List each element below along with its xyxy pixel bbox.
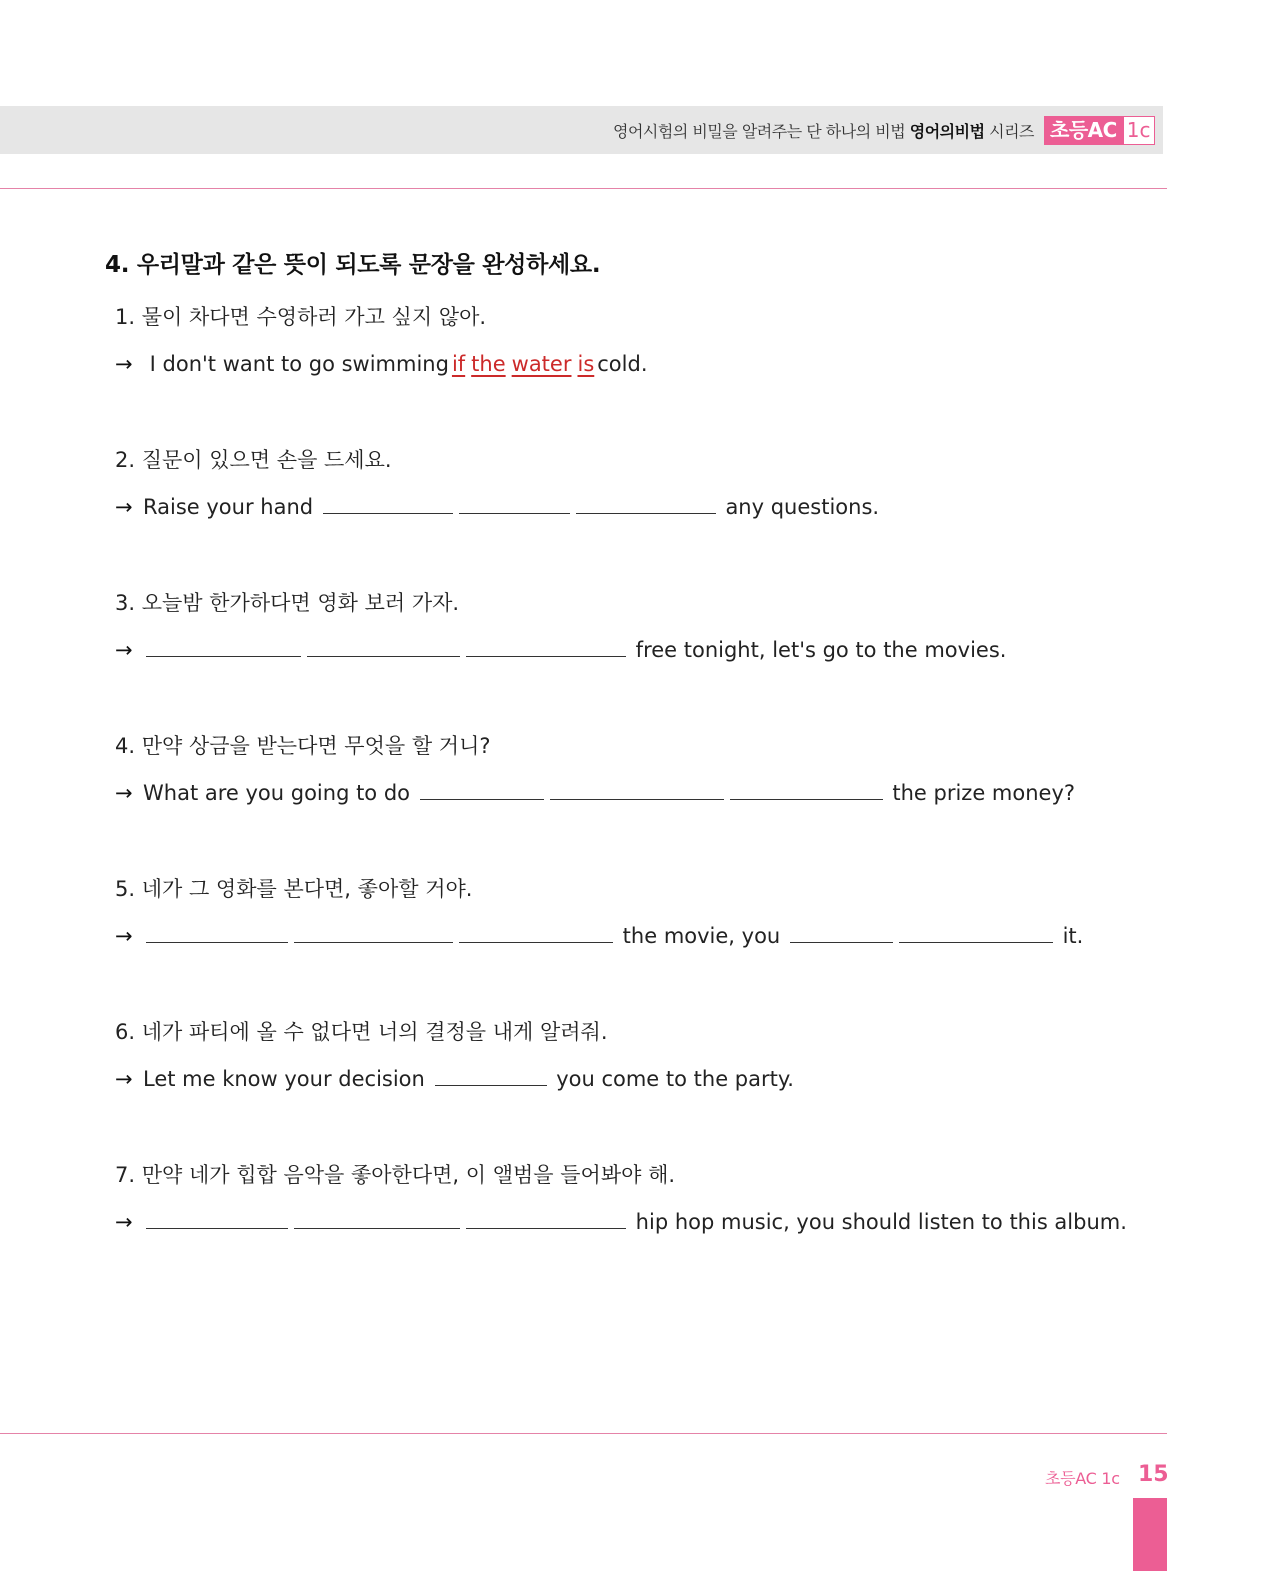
- arrow-icon: →: [115, 352, 133, 376]
- sentence-text: hip hop music, you should listen to this album.: [629, 1210, 1127, 1234]
- exercise-item: [115, 443, 1135, 586]
- english-sentence: [115, 919, 1135, 953]
- answer-blank[interactable]: [459, 920, 613, 943]
- sentence-text: any questions.: [718, 495, 880, 519]
- exercise-item: [115, 729, 1135, 872]
- page-tab: [1133, 1498, 1167, 1571]
- bottom-divider: [0, 1433, 1167, 1434]
- english-sentence: [115, 347, 1135, 381]
- top-divider: [0, 188, 1167, 189]
- answer-blank[interactable]: [550, 777, 724, 800]
- level-badge: [1044, 116, 1155, 145]
- exercise-item: [115, 872, 1135, 1015]
- exercise-item: [115, 586, 1135, 729]
- korean-prompt: 6. 네가 파티에 올 수 없다면 너의 결정을 내게 알려줘.: [115, 1020, 608, 1044]
- answer-blank[interactable]: [146, 920, 288, 943]
- answer-word: if: [451, 352, 466, 376]
- sentence-text: you come to the party.: [549, 1067, 794, 1091]
- series-tagline: [613, 119, 1034, 142]
- sentence-text: Raise your hand: [143, 495, 320, 519]
- answer-blank[interactable]: [420, 777, 544, 800]
- footer-label: 초등AC 1c: [1045, 1469, 1120, 1488]
- korean-prompt: 1. 물이 차다면 수영하러 가고 싶지 않아.: [115, 305, 487, 329]
- sentence-text: the prize money?: [885, 781, 1076, 805]
- exercise-item: [115, 1158, 1135, 1301]
- answer-blank[interactable]: [435, 1063, 547, 1086]
- arrow-icon: →: [115, 1210, 133, 1234]
- series-label: 시리즈: [989, 122, 1034, 141]
- answer-word: water: [511, 352, 572, 376]
- sentence-text: What are you going to do: [143, 781, 417, 805]
- answer-blank[interactable]: [466, 1206, 626, 1229]
- arrow-icon: →: [115, 1067, 133, 1091]
- answer-blank[interactable]: [459, 491, 570, 514]
- answer-word: the: [471, 352, 506, 376]
- sentence-text: it.: [1055, 924, 1084, 948]
- exercise-item: [115, 1015, 1135, 1158]
- tagline-text: 영어시험의 비밀을 알려주는 단 하나의 비법: [613, 122, 906, 141]
- brand-name: 영어의비법: [909, 122, 985, 141]
- arrow-icon: →: [115, 495, 133, 519]
- answer-blank[interactable]: [323, 491, 453, 514]
- answer-word: is: [577, 352, 595, 376]
- sentence-text: Let me know your decision: [143, 1067, 432, 1091]
- answer-blank[interactable]: [146, 1206, 288, 1229]
- english-sentence: [115, 1062, 1135, 1096]
- answer-blank[interactable]: [790, 920, 893, 943]
- section-title: 4. 우리말과 같은 뜻이 되도록 문장을 완성하세요.: [105, 252, 601, 278]
- answer-blank[interactable]: [899, 920, 1053, 943]
- badge-level: 1c: [1123, 116, 1155, 145]
- answer-blank[interactable]: [307, 634, 460, 657]
- arrow-icon: →: [115, 781, 133, 805]
- sentence-text: the movie, you: [616, 924, 787, 948]
- sentence-text: cold.: [597, 352, 648, 376]
- answer-blank[interactable]: [294, 1206, 460, 1229]
- arrow-icon: →: [115, 924, 133, 948]
- english-sentence: [115, 633, 1135, 667]
- answer-blank[interactable]: [730, 777, 883, 800]
- korean-prompt: 4. 만약 상금을 받는다면 무엇을 할 거니?: [115, 734, 491, 758]
- korean-prompt: 5. 네가 그 영화를 본다면, 좋아할 거야.: [115, 877, 473, 901]
- korean-prompt: 7. 만약 네가 힙합 음악을 좋아한다면, 이 앨범을 들어봐야 해.: [115, 1163, 676, 1187]
- exercise-item: [115, 300, 1135, 443]
- sentence-text: I don't want to go swimming: [143, 352, 449, 376]
- answer-blank[interactable]: [466, 634, 626, 657]
- answer-blank[interactable]: [576, 491, 716, 514]
- sentence-text: free tonight, let's go to the movies.: [629, 638, 1007, 662]
- english-sentence: [115, 776, 1135, 810]
- arrow-icon: →: [115, 638, 133, 662]
- exercise-list: [115, 300, 1135, 1301]
- page-number: 15: [1138, 1462, 1169, 1487]
- answer-blank[interactable]: [146, 634, 301, 657]
- badge-main: 초등AC: [1044, 116, 1123, 145]
- korean-prompt: 2. 질문이 있으면 손을 드세요.: [115, 448, 392, 472]
- english-sentence: [115, 1205, 1135, 1239]
- answer-blank[interactable]: [294, 920, 453, 943]
- english-sentence: [115, 490, 1135, 524]
- korean-prompt: 3. 오늘밤 한가하다면 영화 보러 가자.: [115, 591, 460, 615]
